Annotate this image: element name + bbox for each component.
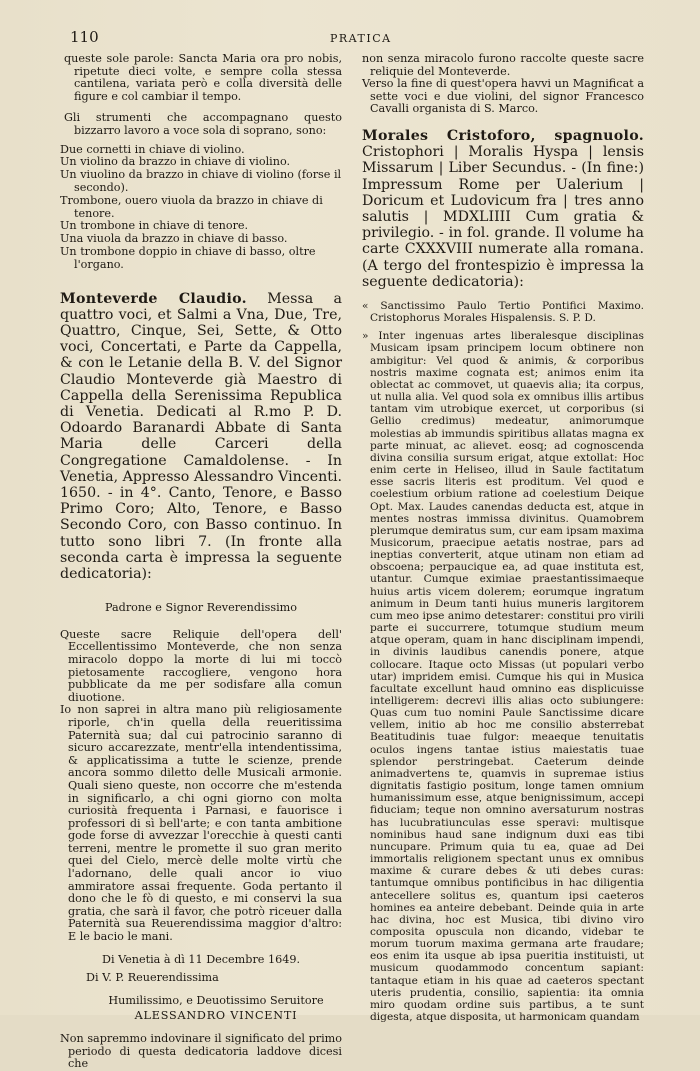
letter-date: Di Venetia à dì 11 Decembre 1649. xyxy=(101,952,300,966)
instrument-item: Una viuola da brazzo in chiave di basso. xyxy=(60,232,288,246)
instruments-intro: Gli strumenti che accompagnano questo bizzarro lavoro a voce sola di soprano, sono: xyxy=(64,111,342,137)
continued-text: non senza miracolo furono raccolte queste sacre reliquie del Monteverde. xyxy=(362,52,644,78)
instrument-item: Un trombone in chiave di tenore. xyxy=(60,219,249,233)
monteverde-entry xyxy=(60,291,342,583)
instrument-item: Un viuolino da brazzo in chiave di violino (forse il secondo). xyxy=(60,168,342,194)
page-number: 110 xyxy=(70,28,99,46)
instrument-item: Un trombone doppio in chiave di basso, oltre l'organo. xyxy=(60,244,316,271)
instrument-item: Trombone, ouero viuola da brazzo in chiave di tenore. xyxy=(60,193,323,220)
magnificat-note: Verso la fine di quest'opera havvi un Magnificat a sette voci e due violini, del signor Francesco Cavalli organista di S. Marco. xyxy=(362,77,644,116)
signature-name: ALESSANDRO VINCENTI xyxy=(134,1009,298,1023)
letter-paragraph: Io non saprei in altra mano più religiosamente riporle, ch'in quella della reueritissima Paternità sua; dal cui patrocinio saranno di sicuro accarezzate, mentr'ella intendentissima, & applicatissima a tutte le scienze, prende ancora sommo diletto delle Musicali armonie. Quali sieno queste, non occorre che m'estenda in significarlo, a chi ogni giorno con molta curiosità frequenta i Parnasi, e fauorisce i professori di sì bell'arte; e con tanta ambitione gode forse di avvezzar l'orecchie à questi canti terreni, mentre le promette il suo gran merito quei del Cielo, mercè delle molte virtù che l'adornano, delle quali ancor io viuo ammiratore assai frequente. Goda pertanto il dono che le fò di questo, e mi conservi la sua gratia, che sarà il favor, che potrò riceuer dalla Paternità sua Reuerendissima maggior d'altro: E le bacio le mani. xyxy=(60,703,342,944)
page-header xyxy=(0,28,700,48)
letter-closing: Di V. P. Reuerendissima xyxy=(86,971,219,985)
dedication-heading: « Sanctissimo Paulo Tertio Pontifici Maximo. Cristophorus Morales Hispalensis. S. P. D. xyxy=(362,300,644,325)
salutation: Padrone e Signor Reverendissimo xyxy=(104,601,298,615)
right-column xyxy=(362,53,644,1023)
letter-closing: Humilissimo, e Deuotissimo Seruitore xyxy=(108,993,324,1007)
instrument-item: Due cornetti in chiave di violino. xyxy=(60,142,245,156)
instrument-item: Un violino da brazzo in chiave di violino. xyxy=(60,155,291,169)
instruments-list xyxy=(60,144,342,272)
letter-paragraph: Queste sacre Reliquie dell'opera dell' Eccellentissimo Monteverde, che non senza miracolo doppo la morte di lui mi toccò pietosamente raccogliere, vengono hora pubblicate da me per sodisfare alla comun diuotione. xyxy=(60,627,342,704)
entry-heading: Monteverde Claudio. xyxy=(60,290,247,307)
dedication-text: » Inter ingenuas artes liberalesque disciplinas Musicam ipsam principem locum obtinere non ambigitur: Vel quod & animis, & corporibus nostris maxime cognata est; animos enim ita oblectat ac commovet, ut quaevis alia; ita corpus, ut nulla alia. Vel quod sola ex omnibus illis artibus tantam vim utrobique exercet, ut corporibus (si Gellio credimus) medeatur, animorumque molestias ab immundis spiritibus allatas magna ex parte minuat, ac alievet. eosq; ad cognoscenda divina consilia sursum erigat, atque extollat: Hoc enim certe in Heliseo, illud in Saule factitatum esse sacris literis est proditum. Vel quod e coelestium orbium ratione ad coelestium Deique Opt. Max. Laudes canendas deducta est, atque in mentes nostras immissa divinitus. Quamobrem plerumque demiratus sum, cur eam ipsam maxima Musicorum, praecipue aetatis nostrae, pars ad ineptias converterit, atque utinam non etiam ad obscoena; perpaucique ea, ad quae instituta est, utantur. Cumque eximiae praestantissimaeque huius artis vicem dolerem; eorumque ingratum animum in Deum tanti huius muneris largitorem cum meo ipse animo detestarer: constitui pro virili parte ei succurrere, totumque studium meum atque operam, quam in hanc disciplinam impendi, in divinis laudibus canendis ponere, atque collocare. Itaque octo Missas (ut populari verbo utar) impridem emisi. Cumque his qui in Musica facultate excellunt haud omnino eas displicuisse intelligerem: decrevi illis alias octo subiungere: Quas cum tuo nomini Paule Sanctissime dicare vellem, initio ab hoc me consilio absterrebat Beatitudinis tuae fulgor: meaeque tenuitatis oculos ingens tantae istius maiestatis tuae splendor perstringebat. Caeterum deinde animadvertens te, quamvis in supremae istius dignitatis fastigio positum, longe tamen omnium humanissimum esse, atque benignissimum, accepi fiduciam; teque non omnino aversaturum nostras has lucubratiunculas esse speravi: multisque nominibus haud sane indignum duxi eas tibi nuncupare. Primum quia tu ea, quae ad Dei immortalis religionem spectant unus ex omnibus maxime & curare debes & uti debes curas: tantumque omnibus pontificibus in hac diligentia antecellere solitus es, quantum ipsi caeteros homines ea anteire debebant. Deinde quia in arte hac divina, hoc est Musica, tibi divino viro composita opuscula non dicando, videbar te morum tuorum maxima germana arte fraudare; eos enim ita usque ab ipsa pueritia instituisti, ut musicum quodammodo concentum sapiant: tantaque etiam in his quae ad caeteros spectant uteris prudentia, consilio, sapientia: ita omnia miro quodam ordine suis partibus, a te sunt digesta, atque disposita, ut harmonicam quandam xyxy=(362,330,644,1024)
editor-note: Non sapremmo indovinare il significato del primo periodo di questa dedicatoria laddove dicesi che xyxy=(60,1032,342,1071)
morales-entry xyxy=(362,128,644,290)
left-column xyxy=(60,53,342,1071)
entry-body: Messa a quattro voci, et Salmi a Vna, Due, Tre, Quattro, Cinque, Sei, Sette, & Otto voci, Concertati, e Parte da Cappella, & con le Letanie della B. V. del Signor Claudio Monteverde già Maestro di Cappella della Serenissima Republica di Venetia. Dedicati al R.mo P. D. Odoardo Baranardi Abbate di Santa Maria delle Carceri della Congregatione Camaldolense. - In Venetia, Appresso Alessandro Vincenti. 1650. - in 4°. Canto, Tenore, e Basso Primo Coro; Alto, Tenore, e Basso Secondo Coro, con Basso continuo. In tutto sono libri 7. (In fronte alla seconda carta è impressa la seguente dedicatoria): xyxy=(60,290,342,582)
running-title: PRATICA xyxy=(330,32,392,45)
entry-body: Cristophori | Moralis Hyspa | lensis Missarum | Liber Secundus. - (In fine:) Impressum Rome per Ualerium | Doricum et Ludovicum fra | tres anno salutis | MDXLIIII Cum gratia & privilegio. - in fol. grande. Il volume ha carte CXXXVIII numerate alla romana. (A tergo del frontespizio è impressa la seguente dedicatoria): xyxy=(362,144,644,290)
entry-heading: Morales Cristoforo, spagnuolo. xyxy=(362,127,644,144)
intro-paragraph: queste sole parole: Sancta Maria ora pro nobis, ripetute dieci volte, e sempre colla stessa cantilena, variata però e colla diversità delle figure e col cambiar il tempo. xyxy=(64,52,342,103)
